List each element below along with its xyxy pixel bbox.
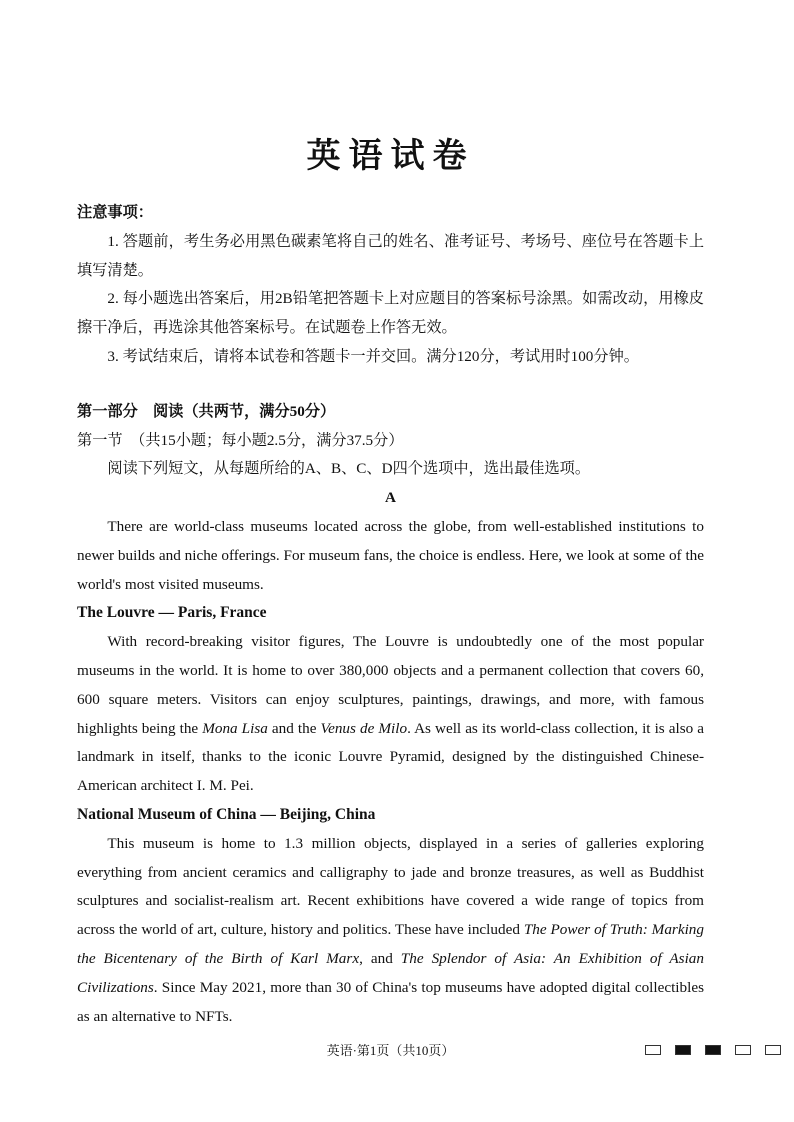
notice-item-1: 1. 答题前，考生务必用黑色碳素笔将自己的姓名、准考证号、考场号、座位号在答题卡上填写清楚。 <box>77 232 704 279</box>
notice-item-3: 3. 考试结束后，请将本试卷和答题卡一并交回。满分120分，考试用时100分钟。 <box>107 347 639 365</box>
exhibition-title: The Power of Truth: Marking the Bicentenary of the Birth of Karl Marx <box>77 921 704 967</box>
louvre-paragraph <box>77 628 704 801</box>
notice-heading: 注意事项： <box>77 204 153 221</box>
louvre-heading: The Louvre — Paris, France <box>77 604 267 622</box>
passage-label: A <box>385 489 396 507</box>
instruction: 阅读下列短文，从每题所给的A、B、C、D四个选项中，选出最佳选项。 <box>107 460 591 478</box>
exam-body <box>77 199 704 1031</box>
nmc-heading: National Museum of China — Beijing, China <box>77 805 376 823</box>
text: With record-breaking visitor figures, The Louvre is undoubtedly one of the most popular museums in the world. It is home to over 380,000 objects and a permanent collection that covers 60, 600 square meters. Visitors can enjoy sculptures, paintings, drawings, and more, with famous highlights being the <box>77 633 704 737</box>
text: This museum is home to 1.3 million objects, displayed in a series of galleries exploring everything from ancient ceramics and calligraphy to jade and bronze treasures, as well as Buddhist sculptures and socialist-realism art. Recent exhibitions have covered a wide range of topics from across the world of art, culture, history and politics. These have included <box>77 834 704 939</box>
scan-mark <box>735 1045 751 1055</box>
scan-mark <box>645 1045 661 1055</box>
artwork-title: Venus de Milo <box>320 719 408 737</box>
nmc-paragraph <box>77 830 704 1032</box>
page-footer: 英语·第1页（共10页） <box>326 1043 455 1058</box>
scan-mark <box>705 1045 721 1055</box>
artwork-title: Mona Lisa <box>202 719 268 737</box>
section-heading: 第一节 （共15小题；每小题2.5分，满分37.5分） <box>77 431 404 449</box>
text: . Since May 2021, more than 30 of China's top museums have adopted digital collectibles as an alternative to NFTs. <box>77 978 704 1025</box>
passage-intro: There are world-class museums located across the globe, from well-established institutions to newer builds and niche offerings. For museum fans, the choice is endless. Here, we look at some of the world's most visited museums. <box>77 517 704 593</box>
scan-mark <box>765 1045 781 1055</box>
text: . As well as its world-class collection, it is also a landmark in itself, thanks to the iconic Louvre Pyramid, designed by the distinguished Chinese-American architect I. M. Pei. <box>77 719 705 795</box>
scan-marks <box>645 1045 781 1055</box>
text: , and <box>359 949 401 967</box>
scan-mark <box>675 1045 691 1055</box>
part-heading: 第一部分 阅读（共两节，满分50分） <box>77 402 336 420</box>
exhibition-title: The Splendor of Asia: An Exhibition of Asian Civilizations <box>77 949 704 996</box>
exam-title: 英语试卷 <box>306 138 475 175</box>
text: and the <box>267 719 321 737</box>
notice-item-2: 2. 每小题选出答案后，用2B铅笔把答题卡上对应题目的答案标号涂黑。如需改动，用橡皮擦干净后，再选涂其他答案标号。在试题卷上作答无效。 <box>77 290 704 337</box>
